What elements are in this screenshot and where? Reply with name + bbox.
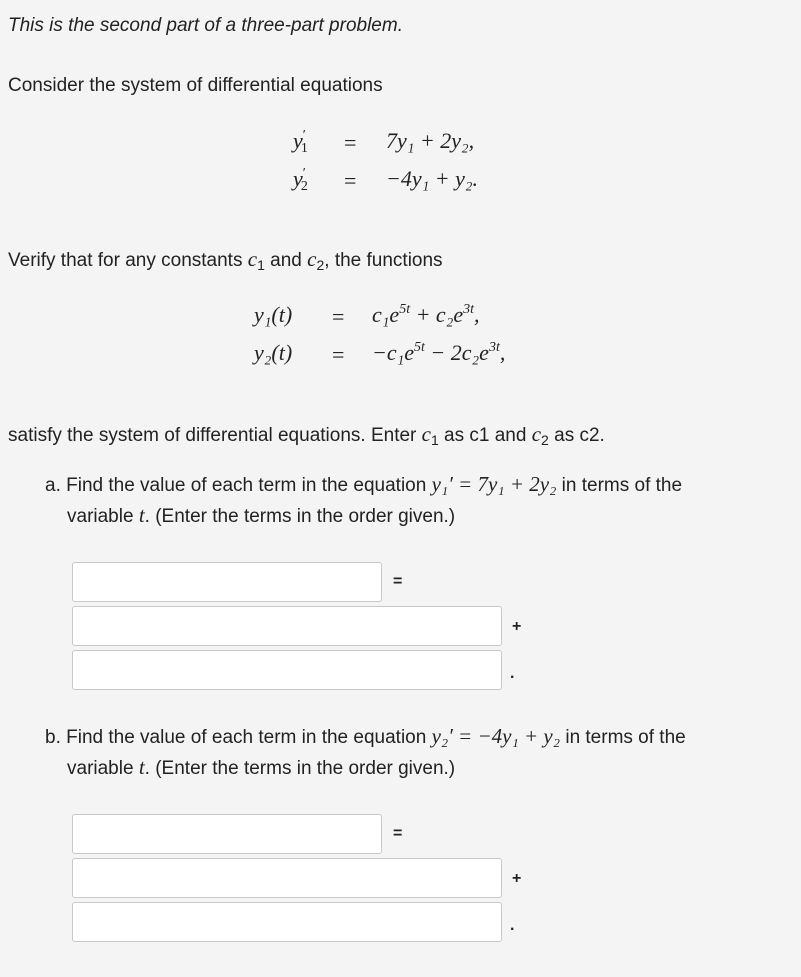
part-b-period: . [510,917,515,934]
system-lhs-2: $y'_2$ [293,166,308,194]
part-a-term1-input[interactable] [72,606,502,646]
part-b-instruction: variable t. (Enter the terms in the order given.) [67,755,456,779]
solution-eq-2: = [332,342,345,367]
solution-eq-1: = [332,304,345,329]
verify-text: Verify that for any constants $c_1$ and $c_2$, the functions [8,247,443,273]
consider-text: Consider the system of differential equations [8,75,383,96]
part-a-plus-sign: + [512,618,522,635]
part-a-period: . [510,665,515,682]
system-eq-1: = [344,130,357,155]
part-a-question: a. Find the value of each term in the equation y₁′ = 7y₁ + 2y₂ in terms of the [45,472,683,496]
system-lhs-1: $y'_1$ [293,128,308,156]
part-b-lhs-input[interactable] [72,814,382,854]
part-b-plus-sign: + [512,870,522,887]
system-rhs-2: −4y₁ + y₂. [386,166,479,191]
solution-rhs-2: $-c_1e^{5t} - 2c_2e^{3t}$, [372,340,506,365]
intro-text: This is the second part of a three-part problem. [8,15,403,36]
solution-lhs-1: y₁(t) [254,302,293,327]
solution-rhs-1: $c_1e^{5t} + c_2e^{3t}$, [372,302,480,327]
solution-lhs-2: y₂(t) [254,340,293,365]
part-a-lhs-input[interactable] [72,562,382,602]
system-rhs-1: 7y₁ + 2y₂, [386,128,475,153]
part-a-equals-sign: = [393,573,403,590]
part-b-equals-sign: = [393,825,403,842]
part-b-question: b. Find the value of each term in the equation y₂′ = −4y₁ + y₂ in terms of the [45,724,686,748]
system-eq-2: = [344,168,357,193]
part-b-term2-input[interactable] [72,902,502,942]
satisfy-text: satisfy the system of differential equations. Enter $c_1$ as c1 and $c_2$ as c2. [8,422,605,448]
part-b-term1-input[interactable] [72,858,502,898]
part-a-instruction: variable t. (Enter the terms in the order given.) [67,503,456,527]
part-a-term2-input[interactable] [72,650,502,690]
